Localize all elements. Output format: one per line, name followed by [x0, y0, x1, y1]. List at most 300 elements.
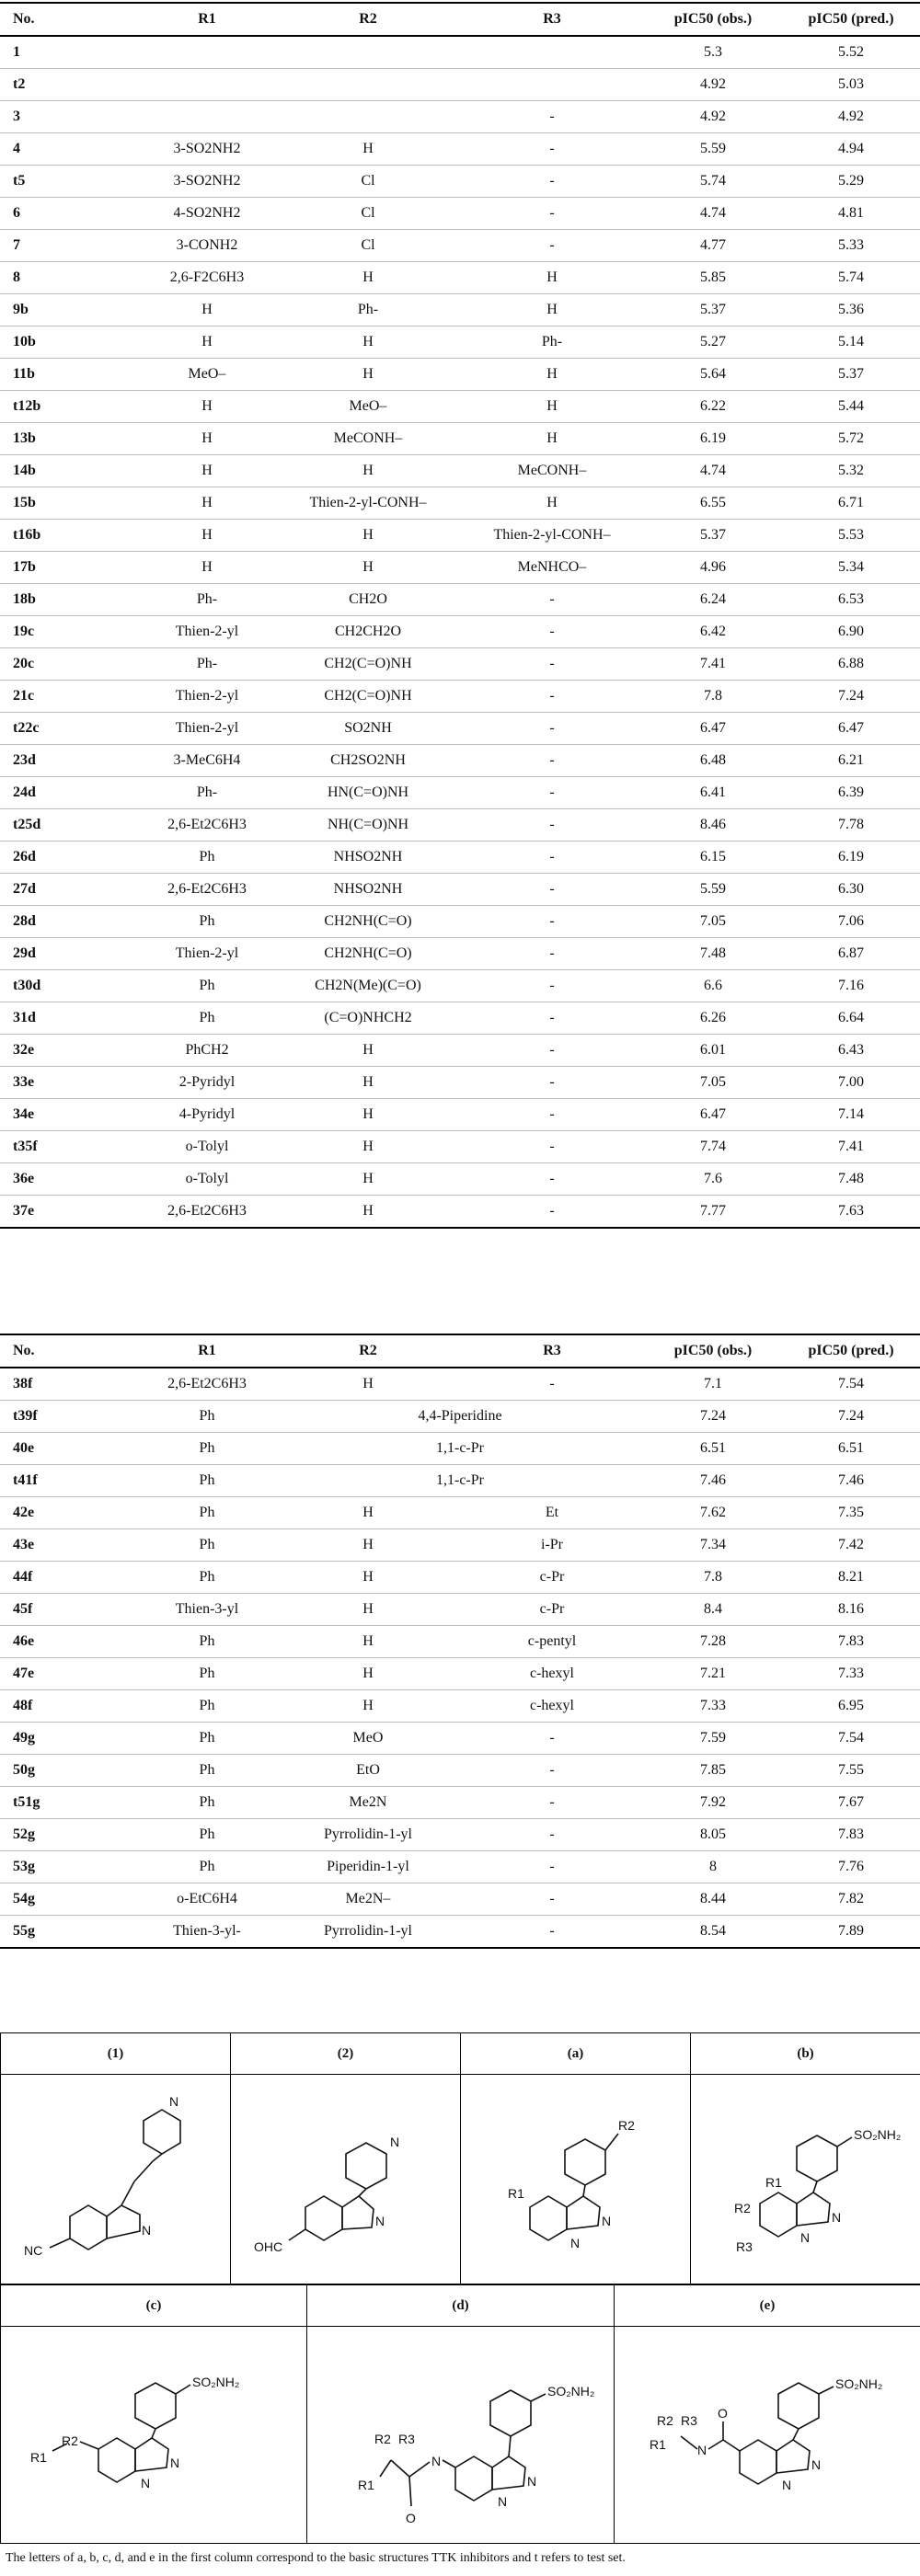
- cell-r3: H: [546, 495, 558, 510]
- cell-obs: 6.6: [704, 978, 722, 993]
- cell-obs: 7.24: [700, 1408, 726, 1424]
- cell-obs: 7.05: [700, 913, 726, 929]
- cell-r2: [276, 36, 460, 69]
- cell-pred: 8.21: [838, 1569, 864, 1585]
- cell-pred: 7.00: [838, 1074, 864, 1090]
- cell-obs: 7.8: [704, 688, 722, 704]
- structure-label-b: (b): [691, 2033, 920, 2075]
- cell-r3: MeNHCO–: [517, 559, 587, 575]
- structure-1-cell: [1, 2075, 231, 2284]
- cell-no: 3: [13, 109, 20, 124]
- cell-r2: Cl: [361, 173, 375, 189]
- cell-obs: 5.59: [700, 141, 726, 156]
- table-row: [0, 487, 920, 520]
- cell-r1: 4-SO2NH2: [173, 205, 241, 221]
- cell-no: 7: [13, 237, 20, 253]
- cell-obs: 5.37: [700, 302, 726, 317]
- atom-label: R2: [657, 2412, 673, 2428]
- cell-r2: H: [362, 559, 374, 575]
- structure-label-2: (2): [231, 2033, 461, 2075]
- cell-pred: 7.54: [838, 1730, 864, 1746]
- cell-r1: Thien-2-yl: [175, 945, 239, 961]
- atom-label: N: [831, 2209, 841, 2225]
- cell-obs: 7.28: [700, 1633, 726, 1649]
- cell-r3: -: [549, 656, 555, 671]
- cell-obs: 7.74: [700, 1139, 726, 1154]
- cell-pred: 7.42: [838, 1537, 864, 1552]
- cell-obs: 8.05: [700, 1826, 726, 1842]
- cell-r1: Ph-: [196, 656, 218, 671]
- cell-obs: 6.01: [700, 1042, 726, 1058]
- header-pred: pIC50 (pred.): [808, 11, 894, 27]
- table-row: [0, 1131, 920, 1163]
- cell-no: 9b: [13, 302, 29, 317]
- cell-r1: 3-SO2NH2: [173, 141, 241, 156]
- cell-obs: 8.4: [704, 1601, 722, 1617]
- cell-no: 49g: [13, 1730, 35, 1746]
- cell-no: t22c: [13, 720, 40, 736]
- cell-r2: H: [362, 141, 374, 156]
- cell-pred: 7.83: [838, 1826, 864, 1842]
- cell-r1: 2,6-Et2C6H3: [167, 817, 247, 832]
- cell-no: 47e: [13, 1666, 35, 1681]
- table-row: [0, 1465, 920, 1497]
- cell-r2: Thien-2-yl-CONH–: [309, 495, 427, 510]
- cell-r2: EtO: [356, 1762, 380, 1778]
- structure-e-drawing: [620, 2330, 914, 2541]
- cell-obs: 7.46: [700, 1472, 726, 1488]
- cell-no: 13b: [13, 430, 36, 446]
- data-table-2: [0, 1334, 920, 1949]
- cell-no: 45f: [13, 1601, 33, 1617]
- cell-no: 46e: [13, 1633, 35, 1649]
- cell-obs: 7.85: [700, 1762, 726, 1778]
- cell-pred: 7.67: [838, 1794, 864, 1810]
- cell-r1: Ph: [199, 1633, 215, 1649]
- cell-r3: -: [549, 237, 555, 253]
- cell-no: 23d: [13, 752, 36, 768]
- atom-label: N: [168, 2093, 178, 2109]
- cell-pred: 6.88: [838, 656, 864, 671]
- cell-pred: 4.92: [838, 109, 864, 124]
- table-row: [0, 584, 920, 616]
- table-row: [0, 1916, 920, 1949]
- cell-no: 20c: [13, 656, 35, 671]
- cell-r3: -: [549, 1826, 555, 1842]
- cell-r2: H: [362, 463, 374, 478]
- cell-r2: SO2NH: [344, 720, 392, 736]
- table-row: [0, 1401, 920, 1433]
- cell-r2: CH2NH(C=O): [324, 945, 412, 961]
- cell-no: 11b: [13, 366, 36, 382]
- cell-r2: HN(C=O)NH: [327, 784, 409, 800]
- cell-r2: CH2SO2NH: [330, 752, 406, 768]
- cell-r1: H: [201, 334, 213, 349]
- cell-r1: MeO–: [188, 366, 226, 382]
- cell-r1: Thien-2-yl: [175, 624, 239, 639]
- cell-obs: 7.48: [700, 945, 726, 961]
- cell-obs: 5.74: [700, 173, 726, 189]
- atom-label: R1: [765, 2174, 782, 2190]
- atom-label: OHC: [253, 2238, 282, 2254]
- cell-r3: -: [549, 1106, 555, 1122]
- cell-pred: 6.19: [838, 849, 864, 864]
- cell-r1: 2,6-F2C6H3: [169, 269, 245, 285]
- cell-obs: 5.64: [700, 366, 726, 382]
- table-row: [0, 69, 920, 101]
- cell-r3: -: [549, 913, 555, 929]
- atom-label: N: [374, 2213, 385, 2228]
- cell-no: 53g: [13, 1859, 35, 1874]
- cell-r2: H: [362, 366, 374, 382]
- cell-r1: Ph: [199, 1569, 215, 1585]
- cell-no: 34e: [13, 1106, 35, 1122]
- cell-pred: 7.78: [838, 817, 864, 832]
- cell-r2: H: [362, 1376, 374, 1391]
- cell-pred: 7.89: [838, 1923, 864, 1939]
- cell-obs: 7.59: [700, 1730, 726, 1746]
- cell-r1: Ph: [199, 1698, 215, 1713]
- cell-r2-r3: 1,1-c-Pr: [436, 1440, 484, 1456]
- table-row: [0, 616, 920, 648]
- atom-label: R3: [681, 2412, 697, 2428]
- cell-r1: Ph: [199, 913, 215, 929]
- cell-no: 33e: [13, 1074, 35, 1090]
- cell-r3: -: [549, 1923, 555, 1939]
- cell-pred: 6.90: [838, 624, 864, 639]
- cell-r3: -: [549, 1203, 555, 1219]
- cell-pred: 5.29: [838, 173, 864, 189]
- table-2-body: [0, 1368, 920, 1948]
- cell-obs: 4.96: [700, 559, 726, 575]
- cell-obs: 5.85: [700, 269, 726, 285]
- cell-r1: H: [201, 302, 213, 317]
- table-row: [0, 841, 920, 874]
- structure-b-drawing: [696, 2078, 916, 2281]
- table-row: [0, 648, 920, 681]
- cell-r1: o-EtC6H4: [177, 1891, 237, 1906]
- cell-obs: 7.41: [700, 656, 726, 671]
- atom-label: N: [799, 2229, 810, 2245]
- table-row: [0, 1626, 920, 1658]
- cell-obs: 5.27: [700, 334, 726, 349]
- cell-r1: Ph: [199, 1010, 215, 1025]
- table-row: [0, 809, 920, 841]
- cell-r3: c-pentyl: [527, 1633, 577, 1649]
- cell-no: 42e: [13, 1505, 35, 1520]
- table-row: [0, 520, 920, 552]
- cell-r1: [138, 36, 276, 69]
- table-row: [0, 1723, 920, 1755]
- cell-no: 6: [13, 205, 20, 221]
- cell-no: 28d: [13, 913, 36, 929]
- atom-label: SO₂NH₂: [853, 2126, 901, 2142]
- cell-no: 17b: [13, 559, 36, 575]
- cell-r3: -: [549, 1042, 555, 1058]
- atom-label: N: [389, 2134, 399, 2149]
- cell-obs: 6.15: [700, 849, 726, 864]
- cell-no: 54g: [13, 1891, 35, 1906]
- cell-pred: 7.24: [838, 688, 864, 704]
- cell-r3: H: [546, 269, 558, 285]
- atom-label: SO₂NH₂: [192, 2374, 240, 2389]
- cell-no: 19c: [13, 624, 35, 639]
- atom-label: N: [569, 2235, 580, 2250]
- cell-pred: 5.34: [838, 559, 864, 575]
- atom-label: R1: [507, 2185, 524, 2201]
- structure-c-cell: [1, 2327, 307, 2544]
- cell-obs: 7.34: [700, 1537, 726, 1552]
- cell-pred: 4.94: [838, 141, 864, 156]
- cell-r1: Ph: [199, 1472, 215, 1488]
- cell-r1: Ph: [199, 1730, 215, 1746]
- cell-r2: H: [362, 1698, 374, 1713]
- structure-2-cell: [231, 2075, 461, 2284]
- cell-r1: H: [201, 559, 213, 575]
- cell-r3: c-hexyl: [530, 1698, 574, 1713]
- atom-label: SO₂NH₂: [835, 2376, 883, 2391]
- cell-obs: 7.77: [700, 1203, 726, 1219]
- cell-r2: H: [362, 1106, 374, 1122]
- cell-obs: 4.74: [700, 205, 726, 221]
- cell-obs: 7.62: [700, 1505, 726, 1520]
- cell-r1: Ph: [199, 1537, 215, 1552]
- footnote: The letters of a, b, c, d, and e in the first column correspond to the basic structures TTK inhibitors and t refers to test set.: [6, 2551, 626, 2565]
- header-no: No.: [13, 1343, 35, 1358]
- table-row: [0, 1658, 920, 1690]
- atom-label: NC: [23, 2242, 42, 2258]
- cell-r3: i-Pr: [541, 1537, 563, 1552]
- cell-r3: -: [549, 1171, 555, 1186]
- cell-r3: MeCONH–: [517, 463, 587, 478]
- atom-label: N: [601, 2213, 611, 2228]
- table-row: [0, 326, 920, 359]
- cell-obs: 7.1: [704, 1376, 722, 1391]
- atom-label: R1: [30, 2449, 47, 2465]
- cell-no: 10b: [13, 334, 36, 349]
- cell-r3: H: [546, 302, 558, 317]
- table-row: [0, 1690, 920, 1723]
- cell-r1: Thien-2-yl: [175, 720, 239, 736]
- cell-pred: 4.81: [838, 205, 864, 221]
- atom-label: R1: [650, 2436, 666, 2452]
- table-row: [0, 1594, 920, 1626]
- table-row: [0, 1163, 920, 1196]
- cell-pred: 5.44: [838, 398, 864, 414]
- cell-pred: 5.74: [838, 269, 864, 285]
- table-row: [0, 166, 920, 198]
- cell-r3: -: [549, 688, 555, 704]
- cell-no: t41f: [13, 1472, 38, 1488]
- cell-pred: 7.33: [838, 1666, 864, 1681]
- cell-r2: CH2N(Me)(C=O): [315, 978, 421, 993]
- cell-obs: 8: [709, 1859, 717, 1874]
- cell-r1: PhCH2: [185, 1042, 229, 1058]
- cell-obs: 4.74: [700, 463, 726, 478]
- cell-r1: Ph-: [196, 591, 218, 607]
- cell-obs: 4.92: [700, 109, 726, 124]
- structures-grid-top: [0, 2032, 920, 2284]
- cell-r3: -: [549, 1010, 555, 1025]
- cell-no: 52g: [13, 1826, 35, 1842]
- cell-r1: Ph: [199, 1666, 215, 1681]
- cell-r2: H: [362, 1569, 374, 1585]
- cell-r2-r3: 1,1-c-Pr: [436, 1472, 484, 1488]
- table-row: [0, 1002, 920, 1035]
- cell-obs: 6.47: [700, 1106, 726, 1122]
- structure-label-d: (d): [307, 2285, 615, 2327]
- cell-no: 14b: [13, 463, 36, 478]
- cell-pred: 6.53: [838, 591, 864, 607]
- header-r3: R3: [543, 1343, 561, 1358]
- table-row: [0, 552, 920, 584]
- cell-no: t51g: [13, 1794, 40, 1810]
- structures-grid-bottom: [0, 2284, 920, 2544]
- cell-r2: H: [362, 269, 374, 285]
- structure-label-1: (1): [1, 2033, 231, 2075]
- cell-r2: H: [362, 1171, 374, 1186]
- cell-r3: -: [549, 1139, 555, 1154]
- structure-b-cell: [691, 2075, 920, 2284]
- structure-label-a: (a): [461, 2033, 691, 2075]
- cell-r1: Ph: [199, 1859, 215, 1874]
- table-row: [0, 294, 920, 326]
- cell-no: 36e: [13, 1171, 35, 1186]
- cell-no: 4: [13, 141, 20, 156]
- header-obs: pIC50 (obs.): [673, 11, 753, 27]
- cell-r3: -: [549, 591, 555, 607]
- table-row: [0, 1755, 920, 1787]
- cell-no: 55g: [13, 1923, 35, 1939]
- cell-r3: c-hexyl: [530, 1666, 574, 1681]
- cell-no: 31d: [13, 1010, 36, 1025]
- cell-r1: o-Tolyl: [185, 1139, 229, 1154]
- cell-r2: Me2N: [349, 1794, 387, 1810]
- header-r2: R2: [359, 11, 377, 27]
- cell-obs: 7.92: [700, 1794, 726, 1810]
- atom-label: SO₂NH₂: [546, 2383, 594, 2399]
- table-row: [0, 36, 920, 69]
- cell-r2: H: [362, 334, 374, 349]
- cell-pred: 5.72: [838, 430, 864, 446]
- cell-no: 21c: [13, 688, 35, 704]
- cell-obs: 6.22: [700, 398, 726, 414]
- atom-label: N: [431, 2453, 441, 2468]
- cell-r3: c-Pr: [539, 1569, 565, 1585]
- cell-r3: Ph-: [541, 334, 563, 349]
- table-row: [0, 423, 920, 455]
- cell-r1: H: [201, 398, 213, 414]
- cell-r1: 3-SO2NH2: [173, 173, 241, 189]
- cell-r2: CH2(C=O)NH: [324, 656, 412, 671]
- cell-no: 26d: [13, 849, 36, 864]
- table-row: [0, 1099, 920, 1131]
- cell-r2-r3: 4,4-Piperidine: [418, 1408, 502, 1424]
- cell-r1: H: [201, 430, 213, 446]
- atom-label: N: [782, 2477, 792, 2492]
- table-row: [0, 777, 920, 809]
- cell-r3: [460, 36, 644, 69]
- cell-r2: Cl: [361, 237, 375, 253]
- cell-r1: Ph: [199, 1408, 215, 1424]
- cell-r1: Ph: [199, 978, 215, 993]
- cell-no: t39f: [13, 1408, 38, 1424]
- header-r2: R2: [359, 1343, 377, 1358]
- cell-pred: 5.32: [838, 463, 864, 478]
- cell-no: 44f: [13, 1569, 33, 1585]
- cell-pred: 6.43: [838, 1042, 864, 1058]
- cell-pred: 7.55: [838, 1762, 864, 1778]
- cell-r2: H: [362, 1074, 374, 1090]
- cell-r1: Ph: [199, 1762, 215, 1778]
- table-row: [0, 906, 920, 938]
- cell-pred: 7.46: [838, 1472, 864, 1488]
- cell-r3: -: [549, 752, 555, 768]
- cell-pred: 5.53: [838, 527, 864, 543]
- cell-no: t12b: [13, 398, 41, 414]
- cell-pred: 7.76: [838, 1859, 864, 1874]
- cell-pred: 5.36: [838, 302, 864, 317]
- cell-r2: CH2(C=O)NH: [324, 688, 412, 704]
- cell-r1: Thien-3-yl-: [173, 1923, 241, 1939]
- atom-label: N: [697, 2442, 707, 2457]
- cell-obs: 7.21: [700, 1666, 726, 1681]
- cell-no: t30d: [13, 978, 41, 993]
- table-row: [0, 938, 920, 970]
- cell-r2: H: [362, 1042, 374, 1058]
- cell-pred: 6.21: [838, 752, 864, 768]
- table-row: [0, 745, 920, 777]
- cell-obs: 6.24: [700, 591, 726, 607]
- structure-1-drawing: [6, 2078, 226, 2281]
- cell-r3: -: [549, 205, 555, 221]
- cell-r3: H: [546, 430, 558, 446]
- table-row: [0, 101, 920, 133]
- atom-label: O: [405, 2510, 416, 2525]
- table-row: [0, 1433, 920, 1465]
- table-row: [0, 391, 920, 423]
- atom-label: R3: [397, 2431, 415, 2446]
- cell-r2: Piperidin-1-yl: [327, 1859, 409, 1874]
- table-row: [0, 262, 920, 294]
- cell-pred: 7.83: [838, 1633, 864, 1649]
- table-row: [0, 1035, 920, 1067]
- cell-pred: 7.14: [838, 1106, 864, 1122]
- cell-no: t25d: [13, 817, 41, 832]
- cell-r2: Ph-: [357, 302, 379, 317]
- cell-r1: 2,6-Et2C6H3: [167, 881, 247, 897]
- cell-obs: 7.33: [700, 1698, 726, 1713]
- cell-obs: 6.47: [700, 720, 726, 736]
- atom-label: R2: [617, 2117, 635, 2133]
- cell-pred: 5.33: [838, 237, 864, 253]
- cell-r2: Cl: [361, 205, 375, 221]
- cell-r1: Thien-3-yl: [175, 1601, 239, 1617]
- cell-obs: 7.8: [704, 1569, 722, 1585]
- cell-r1: Ph: [199, 1826, 215, 1842]
- cell-r3: -: [549, 849, 555, 864]
- cell-r1: o-Tolyl: [185, 1171, 229, 1186]
- data-table-1: [0, 2, 920, 1229]
- cell-r2: H: [362, 1666, 374, 1681]
- cell-r1: [138, 69, 276, 101]
- cell-no: 43e: [13, 1537, 35, 1552]
- cell-r2: H: [362, 1505, 374, 1520]
- cell-obs: 6.19: [700, 430, 726, 446]
- cell-r2: CH2O: [349, 591, 387, 607]
- cell-r1: Thien-2-yl: [175, 688, 239, 704]
- cell-r2: MeO: [352, 1730, 384, 1746]
